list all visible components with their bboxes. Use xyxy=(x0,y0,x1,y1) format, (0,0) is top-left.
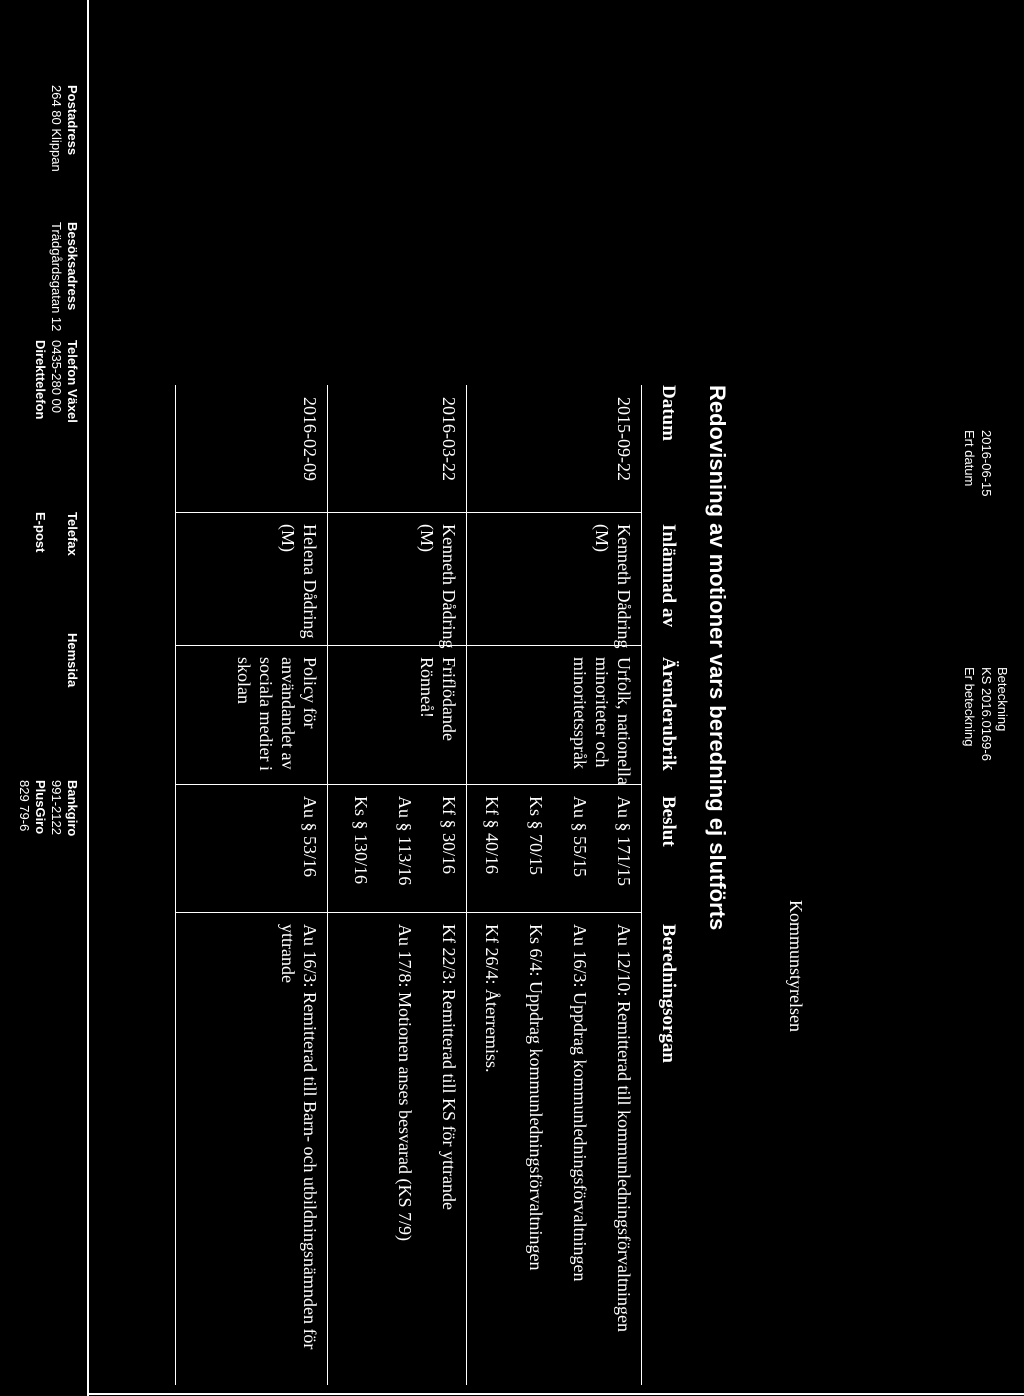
title-line: minoriteter och xyxy=(592,657,612,768)
submitter-party: (M) xyxy=(417,524,437,552)
organization-name: Kommunstyrelsen xyxy=(786,900,806,1032)
submitter-name: Kenneth Dådring xyxy=(614,524,634,649)
submitter-name: Kenneth Dådring xyxy=(439,524,459,649)
decision: Kf § 30/16 xyxy=(439,796,459,874)
title-line: Rönneå! xyxy=(417,657,437,718)
row-submitter xyxy=(591,524,635,648)
row-date: 2016-02-09 xyxy=(300,397,320,481)
row-title xyxy=(569,657,635,785)
body-entry: Au 17/8: Motionen anses besvarad (KS 7/9) xyxy=(395,924,415,1241)
edge-rule xyxy=(89,1393,1024,1395)
row-submitter xyxy=(277,524,321,638)
col-head-beredningsorgan: Beredningsorgan xyxy=(658,924,679,1064)
body-entry: Kf 26/4: Återremiss. xyxy=(482,924,502,1073)
body-entry: Kf 22/3: Remitterad till KS för yttrande xyxy=(439,924,459,1210)
footer-telefon-value: 0435-280 00 xyxy=(49,340,64,414)
page-title: Redovisning av motioner vars beredning ej slutförts xyxy=(705,385,730,931)
submitter-party: (M) xyxy=(278,524,298,552)
col-head-datum: Datum xyxy=(658,385,679,441)
row-decisions xyxy=(328,796,460,885)
submitter-party: (M) xyxy=(592,524,612,552)
body-entry: Au 16/3: Remitterad till Barn- och utbildningsnämnden för xyxy=(300,924,320,1350)
body-entry: Au 16/3: Uppdrag kommunledningsförvaltningen xyxy=(570,924,590,1282)
title-line: minoritetsspråk xyxy=(570,657,590,769)
row-bodies xyxy=(277,924,321,1349)
footer-epost-label: E-post xyxy=(33,512,48,553)
footer-bankgiro-label: Bankgiro xyxy=(65,780,80,837)
footer-rule xyxy=(87,0,89,1396)
footer-postadress-label: Postadress xyxy=(65,85,80,156)
title-line: användandet av xyxy=(278,657,298,770)
body-entry: Au 12/10: Remitterad till kommunledningsförvaltningen xyxy=(614,924,634,1332)
decision: Au § 53/16 xyxy=(300,796,320,877)
col-head-arenderubrik: Ärenderubrik xyxy=(658,657,679,771)
row-date: 2016-03-22 xyxy=(439,397,459,481)
footer-direkttelefon-label: Direkttelefon xyxy=(33,340,48,420)
decision: Au § 55/15 xyxy=(570,796,590,877)
row-decisions xyxy=(459,796,635,886)
submitter-name: Helena Dådring xyxy=(300,524,320,639)
ert-datum-label: Ert datum xyxy=(962,430,977,487)
title-line: sociala medier i xyxy=(256,657,276,771)
footer-plusgiro-label: PlusGiro xyxy=(33,780,48,835)
row-submitter xyxy=(416,524,460,648)
beteckning-label: Beteckning xyxy=(995,667,1010,732)
col-head-inlamnad-av: Inlämnad av xyxy=(658,524,679,627)
decision: Ks § 130/16 xyxy=(351,796,371,885)
title-line: skolan xyxy=(234,657,254,704)
footer-plusgiro-value: 829 79-6 xyxy=(17,780,32,832)
row-bodies xyxy=(372,924,460,1241)
row-date: 2015-09-22 xyxy=(614,397,634,481)
table-row xyxy=(327,385,466,1385)
footer-bankgiro-value: 991-2122 xyxy=(49,780,64,835)
motions-table xyxy=(175,385,642,1385)
row-decisions xyxy=(277,796,321,877)
body-entry: Ks 6/4: Uppdrag kommunledningsförvaltningen xyxy=(526,924,546,1271)
table-row xyxy=(466,385,641,1385)
table-row xyxy=(175,385,327,1385)
title-line: Urfolk, nationella xyxy=(614,657,634,785)
title-line: Policy för xyxy=(300,657,320,729)
row-bodies xyxy=(459,924,635,1332)
row-title xyxy=(416,657,460,741)
title-line: Friflödande xyxy=(439,657,459,741)
decision: Au § 113/16 xyxy=(395,796,415,886)
document-date: 2016-06-15 xyxy=(979,430,994,497)
er-beteckning-label: Er beteckning xyxy=(962,667,977,747)
body-entry: yttrande xyxy=(278,924,298,983)
decision: Au § 171/15 xyxy=(614,796,634,886)
decision: Ks § 70/15 xyxy=(526,796,546,876)
col-head-beslut: Beslut xyxy=(658,796,679,847)
footer-telefon-label: Telefon Växel xyxy=(65,340,80,423)
footer-telefax-label: Telefax xyxy=(65,512,80,556)
footer-besoksadress-label: Besöksadress xyxy=(65,222,80,311)
row-title xyxy=(233,657,321,771)
beteckning-value: KS 2016.0169-6 xyxy=(979,667,994,761)
footer-postadress-value: 264 80 Klippan xyxy=(49,85,64,172)
footer-besoksadress-value: Trädgårdsgatan 12 xyxy=(49,222,64,332)
footer-hemsida-label: Hemsida xyxy=(65,633,80,688)
decision: Kf § 40/16 xyxy=(482,796,502,874)
